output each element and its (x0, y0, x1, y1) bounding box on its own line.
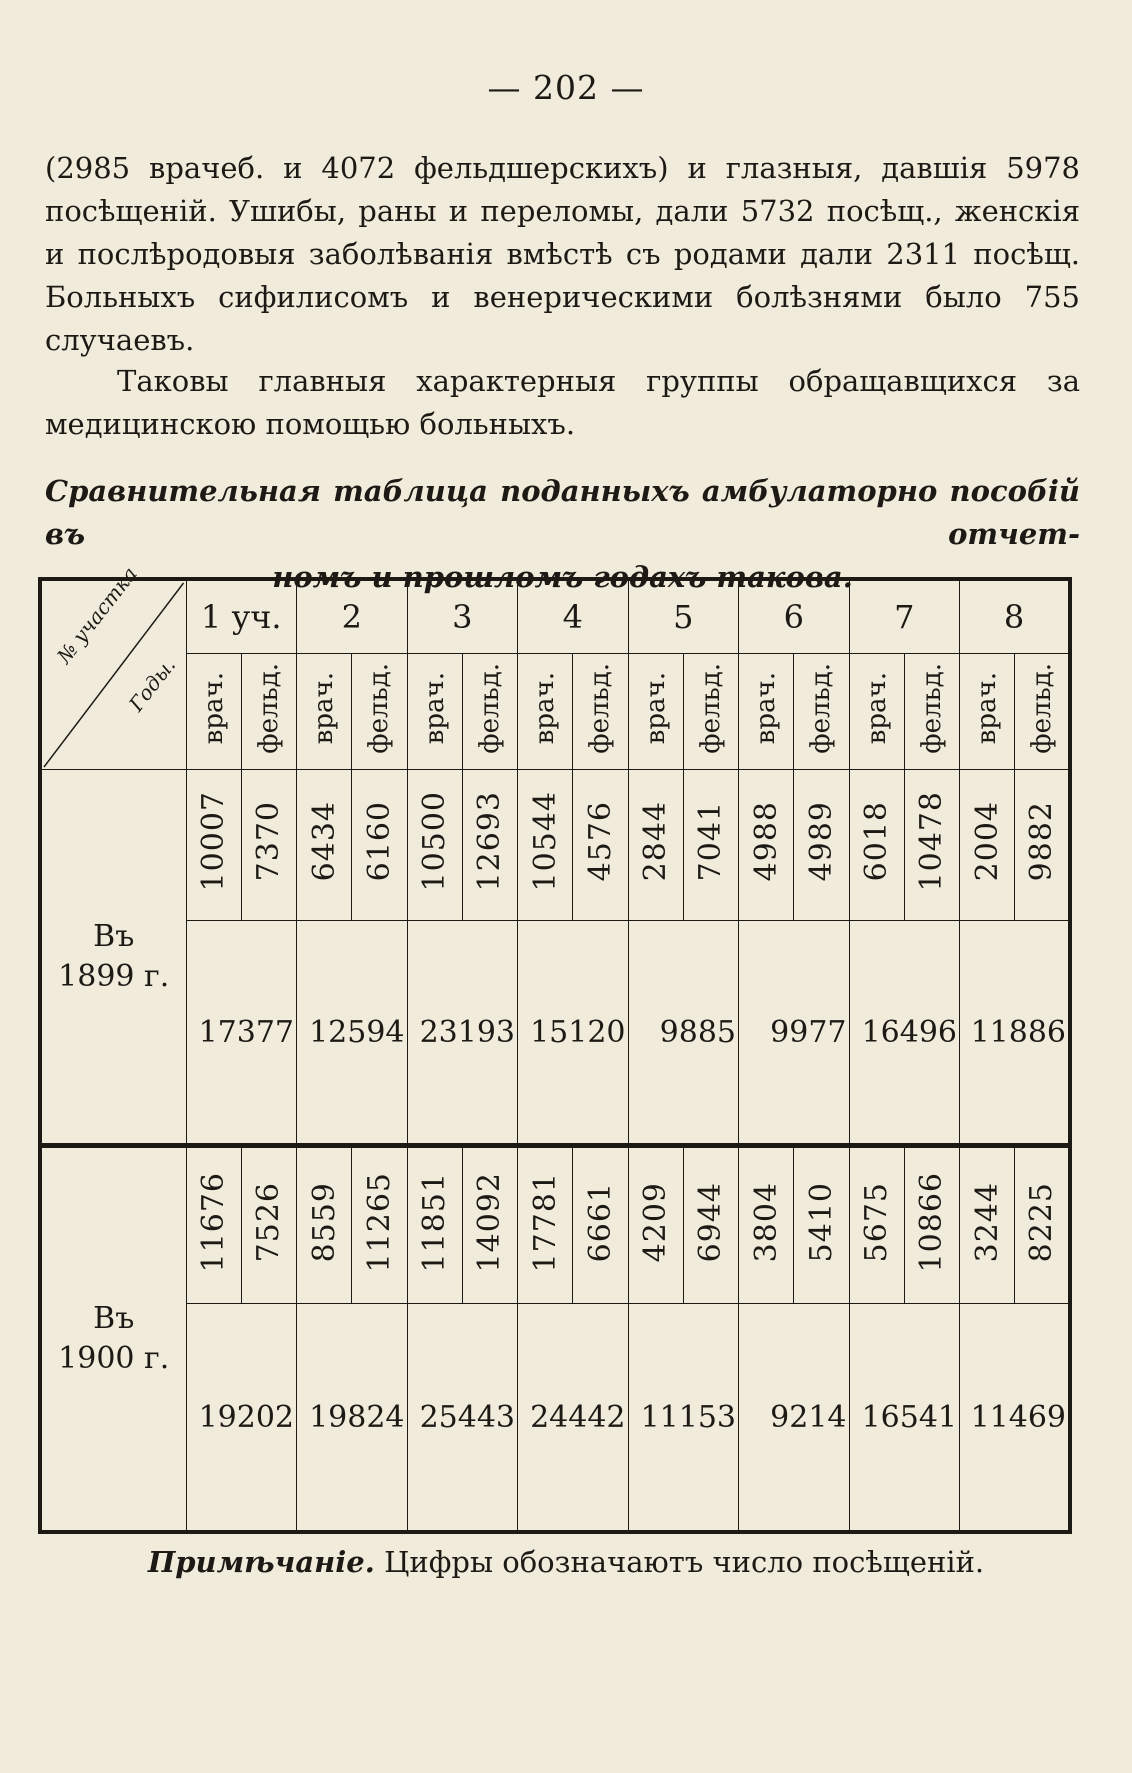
value-cell: 6944 (683, 1148, 738, 1304)
value-cell: 6160 (352, 770, 407, 921)
value-cell: 5675 (849, 1148, 904, 1304)
sub-header-feldsher: фельд. (1015, 654, 1070, 770)
value-cell: 10478 (904, 770, 959, 921)
value-cell: 7370 (241, 770, 296, 921)
value-cell: 11851 (407, 1148, 462, 1304)
total-cell: 17377 (186, 921, 297, 1146)
total-cell: 16541 (849, 1304, 960, 1533)
district-header-8: 8 (960, 579, 1071, 654)
sub-header-feldsher: фельд. (794, 654, 849, 770)
district-header-1: 1 уч. (186, 579, 297, 654)
note-label: Примѣчаніе. (147, 1545, 375, 1579)
sub-header-doctor: врач. (960, 654, 1015, 770)
value-cell: 4209 (628, 1148, 683, 1304)
total-cell: 9885 (628, 921, 739, 1146)
sub-header-doctor: врач. (518, 654, 573, 770)
total-cell: 25443 (407, 1304, 518, 1533)
value-cell: 6661 (573, 1148, 628, 1304)
value-cell: 4988 (739, 770, 794, 921)
comparison-table (38, 562, 1072, 1534)
sub-header-doctor: врач. (297, 654, 352, 770)
value-cell: 14092 (462, 1148, 517, 1304)
table-row-1900-totals (40, 1304, 1070, 1533)
year-label-1899: Въ 1899 г. (40, 770, 186, 1146)
district-header-5: 5 (628, 579, 739, 654)
value-cell: 4576 (573, 770, 628, 921)
value-cell: 10007 (186, 770, 241, 921)
sub-header-doctor: врач. (628, 654, 683, 770)
sub-header-doctor: врач. (739, 654, 794, 770)
sub-header-feldsher: фельд. (462, 654, 517, 770)
total-cell: 19824 (297, 1304, 408, 1533)
value-cell: 12693 (462, 770, 517, 921)
table-row-1899-values (40, 770, 1070, 921)
district-header-2: 2 (297, 579, 408, 654)
total-cell: 9977 (739, 921, 850, 1146)
value-cell: 5410 (794, 1148, 849, 1304)
value-cell: 6434 (297, 770, 352, 921)
value-cell: 2004 (960, 770, 1015, 921)
value-cell: 9882 (1015, 770, 1070, 921)
table-row-1900-values (40, 1148, 1070, 1304)
value-cell: 2844 (628, 770, 683, 921)
value-cell: 7041 (683, 770, 738, 921)
sub-header-feldsher: фельд. (573, 654, 628, 770)
value-cell: 4989 (794, 770, 849, 921)
value-cell: 6018 (849, 770, 904, 921)
year-label-1900: Въ 1900 г. (40, 1148, 186, 1533)
sub-header-feldsher: фельд. (352, 654, 407, 770)
sub-header-feldsher: фельд. (904, 654, 959, 770)
district-header-7: 7 (849, 579, 960, 654)
table-row-1899-totals (40, 921, 1070, 1146)
total-cell: 24442 (518, 1304, 629, 1533)
value-cell: 10500 (407, 770, 462, 921)
value-cell: 11676 (186, 1148, 241, 1304)
total-cell: 9214 (739, 1304, 850, 1533)
value-cell: 3804 (739, 1148, 794, 1304)
total-cell: 12594 (297, 921, 408, 1146)
total-cell: 15120 (518, 921, 629, 1146)
page-number: — 202 — (487, 68, 645, 107)
paragraph-1: (2985 врачеб. и 4072 фельдшерскихъ) и глазныя, давшія 5978 посѣщеній. Ушибы, раны и переломы, дали 5732 посѣщ., женскія и послѣродовыя заболѣванія вмѣстѣ съ родами дали 2311 посѣщ. Больныхъ сифилисомъ и венерическими болѣзнями было 755 случаевъ. (45, 151, 1080, 357)
note-text: Цифры обозначаютъ число посѣщеній. (374, 1545, 985, 1579)
total-cell: 11886 (960, 921, 1071, 1146)
total-cell: 11469 (960, 1304, 1071, 1533)
value-cell: 3244 (960, 1148, 1015, 1304)
corner-district-label: № участка (52, 562, 142, 668)
value-cell: 17781 (518, 1148, 573, 1304)
sub-header-doctor: врач. (186, 654, 241, 770)
paragraph-2: Таковы главныя характерныя группы обращавщихся за медицинскою помощью больныхъ. (45, 364, 1080, 441)
table-note (0, 1545, 1132, 1579)
value-cell: 10866 (904, 1148, 959, 1304)
sub-header-doctor: врач. (849, 654, 904, 770)
table-title-line-2: номъ и прошломъ годахъ такова. (272, 560, 853, 594)
district-header-6: 6 (739, 579, 850, 654)
value-cell: 11265 (352, 1148, 407, 1304)
value-cell: 8225 (1015, 1148, 1070, 1304)
district-header-3: 3 (407, 579, 518, 654)
value-cell: 10544 (518, 770, 573, 921)
total-cell: 16496 (849, 921, 960, 1146)
sub-header-feldsher: фельд. (241, 654, 296, 770)
table-title-line-1: Сравнительная таблица поданныхъ амбулаторно пособій въ отчет- (45, 474, 1080, 551)
value-cell: 8559 (297, 1148, 352, 1304)
total-cell: 19202 (186, 1304, 297, 1533)
corner-years-label: Годы. (124, 653, 181, 716)
value-cell: 7526 (241, 1148, 296, 1304)
corner-header-cell (40, 562, 186, 770)
total-cell: 11153 (628, 1304, 739, 1533)
district-header-4: 4 (518, 579, 629, 654)
total-cell: 23193 (407, 921, 518, 1146)
sub-header-feldsher: фельд. (683, 654, 738, 770)
sub-header-doctor: врач. (407, 654, 462, 770)
